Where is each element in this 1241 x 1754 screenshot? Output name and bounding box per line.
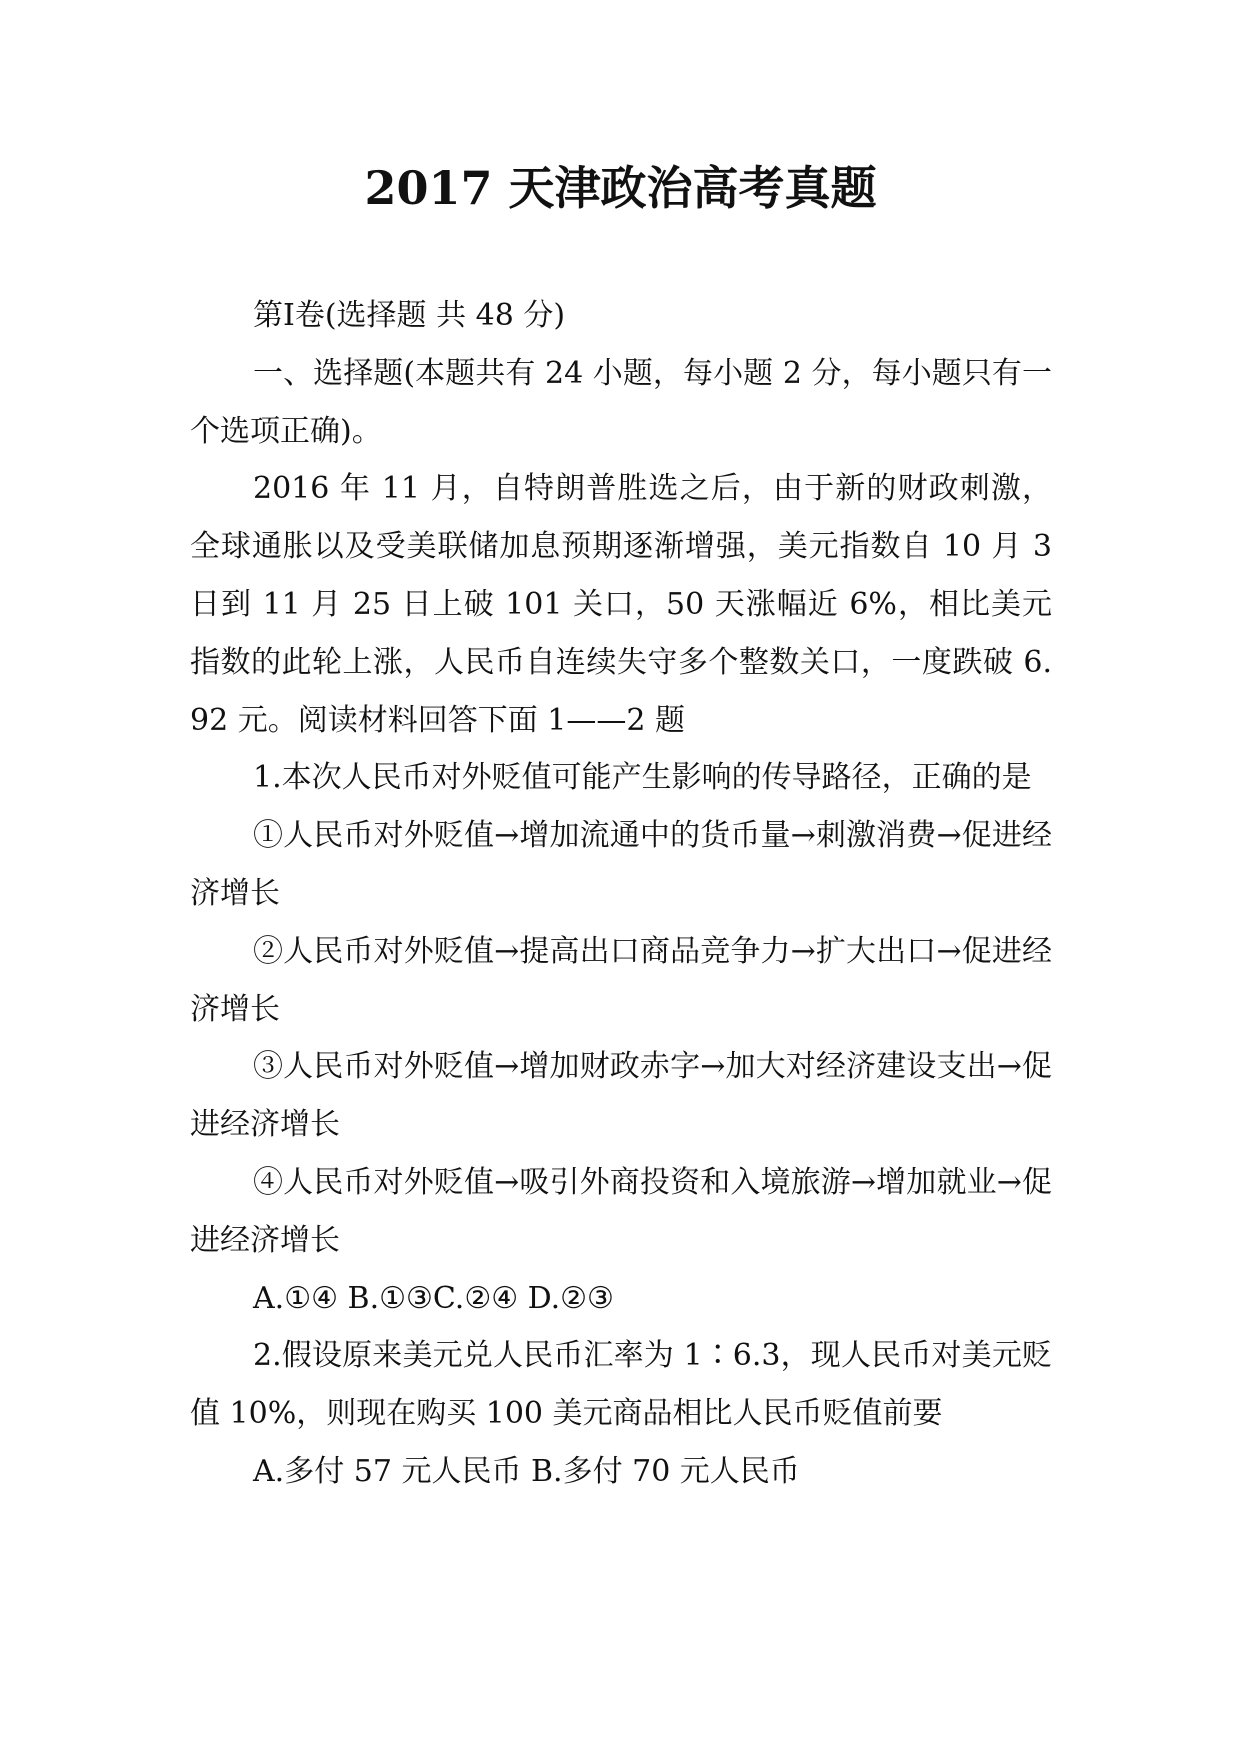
question-1-item-4: ④人民币对外贬值→吸引外商投资和入境旅游→增加就业→促进经济增长 (190, 1164, 1052, 1258)
question-2: 2.假设原来美元兑人民币汇率为 1∶6.3，现人民币对美元贬值 10%，则现在购买 100 美元商品相比人民币贬值前要 (190, 1338, 1052, 1432)
question-1-item-2: ②人民币对外贬值→提高出口商品竞争力→扩大出口→促进经济增长 (190, 933, 1052, 1027)
section-heading: 第Ⅰ卷(选择题 共 48 分) (253, 298, 566, 333)
question-1: 1.本次人民币对外贬值可能产生影响的传导路径，正确的是 (253, 760, 1032, 796)
instructions-paragraph: 一、选择题(本题共有 24 小题，每小题 2 分，每小题只有一个选项正确)。 (190, 355, 1052, 449)
question-1-options: A.①④ B.①③C.②④ D.②③ (253, 1280, 614, 1316)
question-1-item-3: ③人民币对外贬值→增加财政赤字→加大对经济建设支出→促进经济增长 (190, 1049, 1052, 1143)
question-2-options: A.多付 57 元人民币 B.多付 70 元人民币 (253, 1453, 800, 1489)
page-title: 2017 天津政治高考真题 (364, 161, 877, 215)
question-1-item-1: ①人民币对外贬值→增加流通中的货币量→刺激消费→促进经济增长 (190, 818, 1052, 911)
document-body (190, 287, 1052, 1501)
material-paragraph: 2016 年 11 月，自特朗普胜选之后，由于新的财政刺激，全球通胀以及受美联储加息预期逐渐增强，美元指数自 10 月 3 日到 11 月 25 日上破 101 关口，50 天涨幅近 6%，相比美元指数的此轮上涨，人民币自连续失守多个整数关口，一度跌破 6.92 元。阅读材料回答下面 1——2 题 (190, 471, 1052, 738)
